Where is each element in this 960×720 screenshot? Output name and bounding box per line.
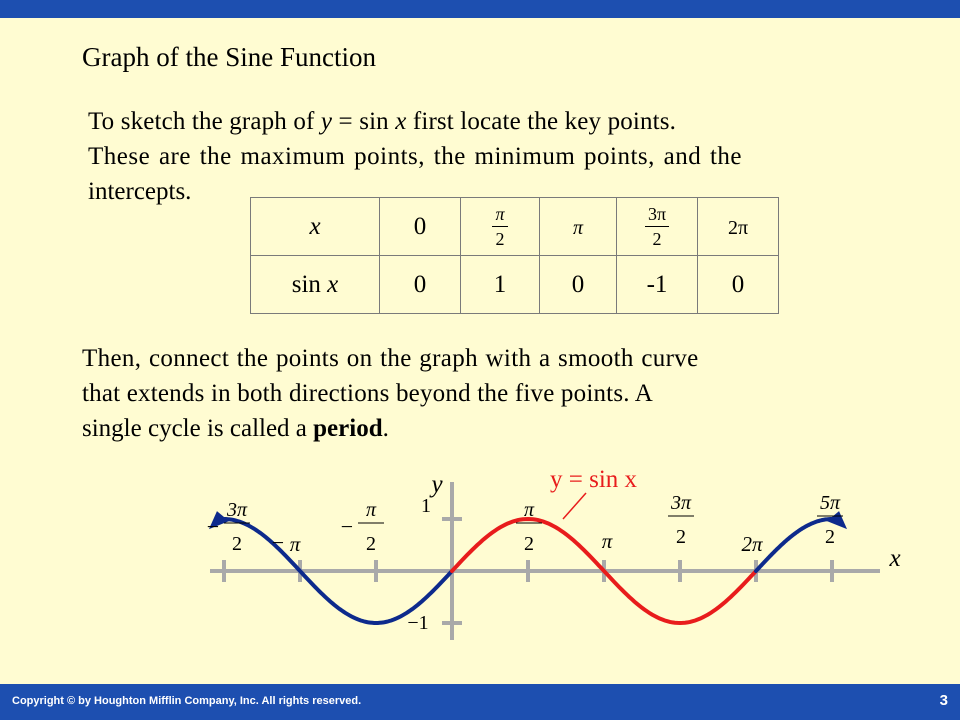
tick-label-num: π	[523, 499, 535, 521]
page-number: 3	[939, 692, 948, 709]
tick-label: 2π	[741, 532, 763, 556]
tick-label-sign: −	[271, 530, 285, 555]
tick-label-sign: −	[206, 514, 220, 539]
var-x: x	[395, 108, 407, 135]
tick-label-num: 5π	[819, 492, 841, 514]
period-term: period	[313, 415, 383, 442]
table-cell: -1	[617, 256, 698, 314]
var-x: x	[309, 212, 321, 240]
table-cell: 0	[540, 256, 617, 314]
intro-text: first locate the key points.	[406, 108, 677, 135]
fraction-pi-over-2: $\frac{\pi}{2}$	[492, 205, 507, 248]
tick-label-num: 3π	[226, 499, 248, 521]
pi-symbol: π	[572, 216, 584, 239]
y-axis-label: y	[431, 471, 443, 498]
table-cell: 1	[461, 256, 540, 314]
var-y: y	[320, 108, 333, 135]
slide-title: Graph of the Sine Function	[82, 42, 376, 72]
x-axis-label: x	[889, 545, 901, 572]
curve-label: y = sin x	[550, 466, 638, 493]
two-pi: 2π	[727, 216, 749, 239]
outro-line-3: single cycle is called a period.	[82, 415, 389, 442]
fraction-3pi-over-2: $\frac{3\pi}{2}$	[645, 205, 669, 248]
curve-label-pointer	[563, 493, 586, 519]
tick-label-den: 2	[366, 533, 376, 555]
tick-label-den: 2	[676, 526, 686, 548]
sine-curve-segment-3	[756, 519, 832, 571]
footer-bar	[0, 684, 960, 720]
tick-label-num: 3π	[670, 492, 692, 514]
tick-label: π	[601, 529, 613, 553]
tick-label: π	[289, 532, 301, 556]
tick-label-sign: −	[340, 514, 354, 539]
intro-text: To sketch the graph of	[88, 108, 321, 135]
eq-text: = sin	[332, 108, 396, 135]
tick-label-num: π	[365, 499, 377, 521]
y-tick-label: −1	[407, 612, 429, 634]
copyright-text: Copyright © by Houghton Mifflin Company, Inc. All rights reserved.	[12, 695, 362, 707]
table-cell: 0	[380, 256, 461, 314]
y-tick-label: 1	[421, 495, 431, 517]
intro-line-3: intercepts.	[88, 178, 192, 205]
tick-label-den: 2	[825, 526, 835, 548]
table-cell: 0	[380, 198, 461, 256]
outro-line-2: that extends in both directions beyond the five points. A	[82, 380, 654, 407]
table-cell-label: sin x	[251, 256, 380, 314]
intro-line-2: These are the maximum points, the minimum points, and the	[88, 143, 743, 170]
tick-label-den: 2	[232, 533, 242, 555]
outro-line-1: Then, connect the points on the graph with a smooth curve	[82, 345, 699, 372]
table-cell: 0	[698, 256, 779, 314]
tick-label-den: 2	[524, 533, 534, 555]
